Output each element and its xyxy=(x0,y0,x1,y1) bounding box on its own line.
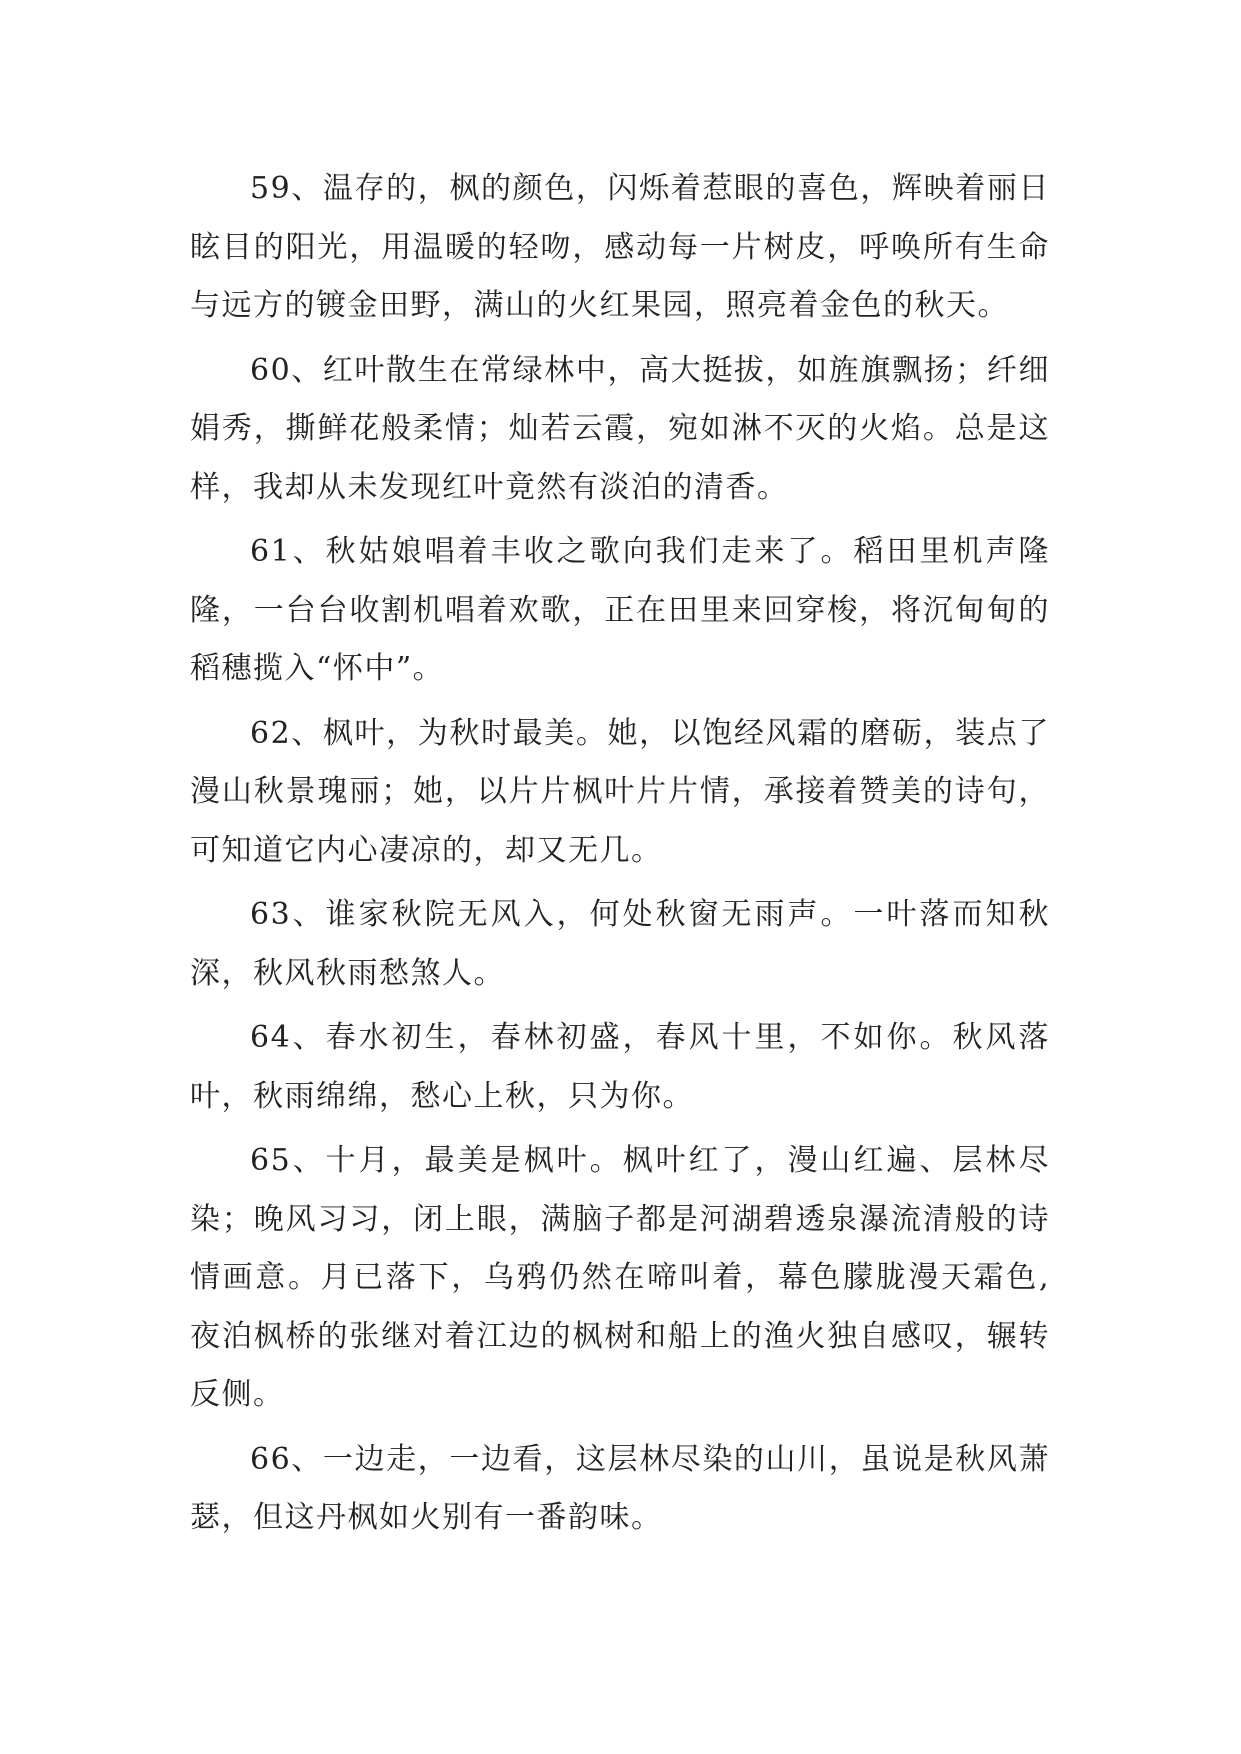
paragraph-61: 61、秋姑娘唱着丰收之歌向我们走来了。稻田里机声隆隆，一台台收割机唱着欢歌，正在田里来回穿梭，将沉甸甸的稻穗揽入“怀中”。 xyxy=(190,534,1050,686)
paragraph-65: 65、十月，最美是枫叶。枫叶红了，漫山红遍、层林尽染；晚风习习，闭上眼，满脑子都是河湖碧透泉瀑流清般的诗情画意。月已落下，乌鸦仍然在啼叫着，幕色朦胧漫天霜色,夜泊枫桥的张继对着江边的枫树和船上的渔火独自感叹，辗转反侧。 xyxy=(190,1143,1050,1412)
paragraph-62: 62、枫叶，为秋时最美。她，以饱经风霜的磨砺，装点了漫山秋景瑰丽；她，以片片枫叶片片情，承接着赞美的诗句，可知道它内心凄凉的，却又无几。 xyxy=(190,715,1050,868)
paragraph-64: 64、春水初生，春林初盛，春风十里，不如你。秋风落叶，秋雨绵绵，愁心上秋，只为你。 xyxy=(190,1020,1050,1114)
paragraph-60: 60、红叶散生在常绿林中，高大挺拔，如旌旗飘扬；纤细娟秀，撕鲜花般柔情；灿若云霞，宛如淋不灭的火焰。总是这样，我却从未发现红叶竟然有淡泊的清香。 xyxy=(190,352,1050,505)
paragraph-66: 66、一边走，一边看，这层林尽染的山川，虽说是秋风萧瑟，但这丹枫如火别有一番韵味。 xyxy=(190,1441,1050,1535)
document-body xyxy=(190,160,1050,1548)
paragraph-63: 63、谁家秋院无风入，何处秋窗无雨声。一叶落而知秋深，秋风秋雨愁煞人。 xyxy=(190,897,1050,991)
paragraph-59: 59、温存的，枫的颜色，闪烁着惹眼的喜色，辉映着丽日眩目的阳光，用温暖的轻吻，感动每一片树皮，呼唤所有生命与远方的镀金田野，满山的火红果园，照亮着金色的秋天。 xyxy=(190,171,1050,323)
